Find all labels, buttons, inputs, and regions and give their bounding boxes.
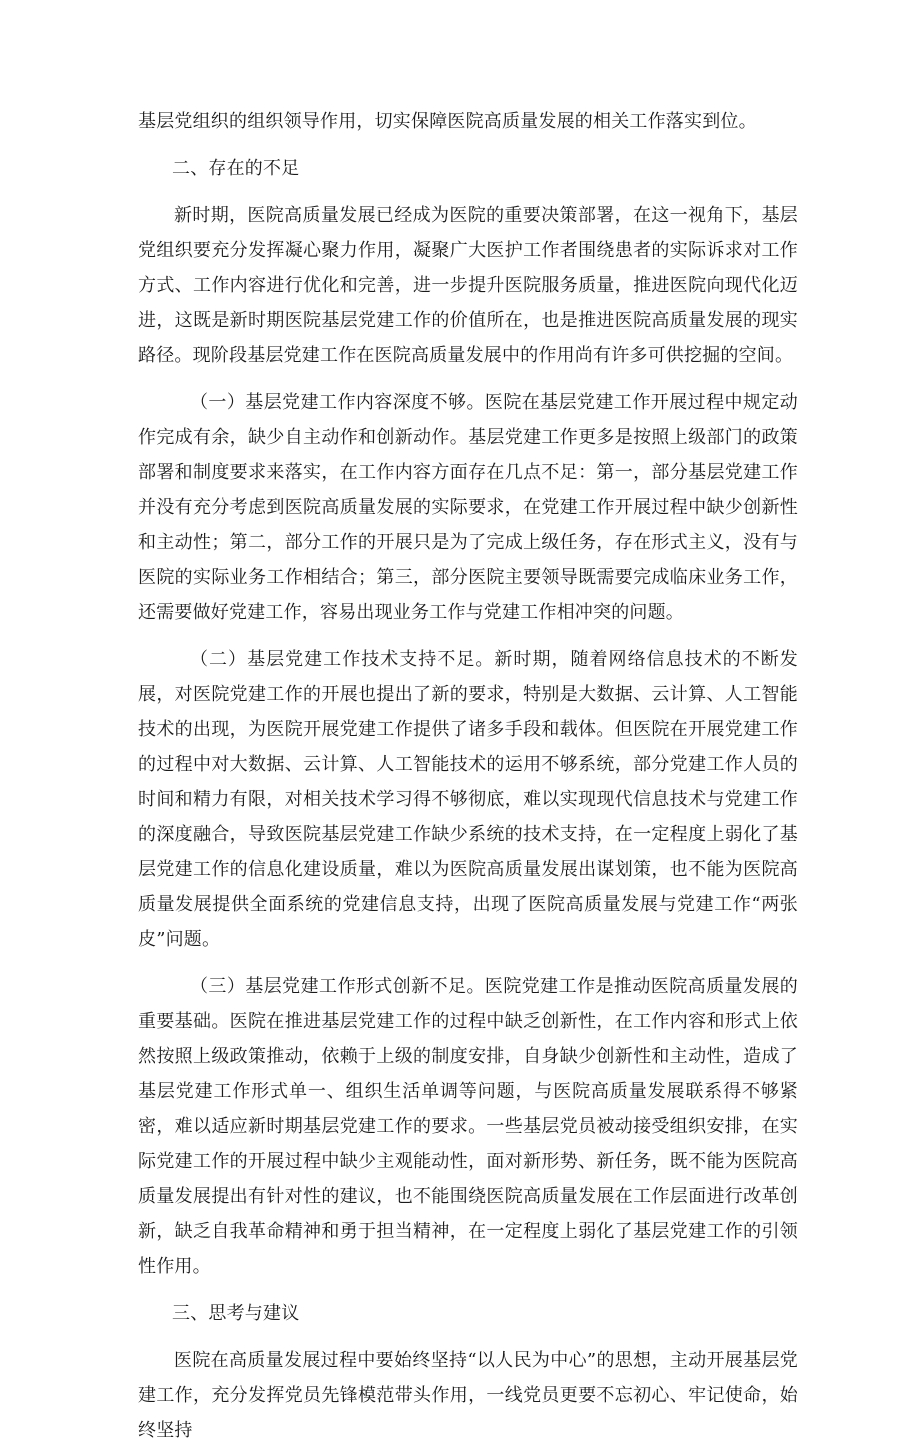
paragraph-new-era: 新时期，医院高质量发展已经成为医院的重要决策部署，在这一视角下，基层党组织要充分发挥凝心聚力作用，凝聚广大医护工作者围绕患者的实际诉求对工作方式、工作内容进行优化和完善，进一步提升医院服务质量，推进医院向现代化迈进，这既是新时期医院基层党建工作的价值所在，也是推进医院高质量发展的现实路径。现阶段基层党建工作在医院高质量发展中的作用尚有许多可供挖掘的空间。 xyxy=(138,205,798,366)
paragraph-continuation: 基层党组织的组织领导作用，切实保障医院高质量发展的相关工作落实到位。 xyxy=(138,111,757,132)
paragraph-form-innovation: （三）基层党建工作形式创新不足。医院党建工作是推动医院高质量发展的重要基础。医院在推进基层党建工作的过程中缺乏创新性，在工作内容和形式上依然按照上级政策推动，依赖于上级的制度安排，自身缺少创新性和主动性，造成了基层党建工作形式单一、组织生活单调等问题，与医院高质量发展联系得不够紧密，难以适应新时期基层党建工作的要求。一些基层党员被动接受组织安排，在实际党建工作的开展过程中缺少主观能动性，面对新形势、新任务，既不能为医院高质量发展提出有针对性的建议，也不能围绕医院高质量发展在工作层面进行改革创新，缺乏自我革命精神和勇于担当精神，在一定程度上弱化了基层党建工作的引领性作用。 xyxy=(138,976,798,1277)
section-heading-shortcomings: 二、存在的不足 xyxy=(172,158,300,179)
paragraph-technical-support: （二）基层党建工作技术支持不足。新时期，随着网络信息技术的不断发展，对医院党建工作的开展也提出了新的要求，特别是大数据、云计算、人工智能技术的出现，为医院开展党建工作提供了诸多手段和载体。但医院在开展党建工作的过程中对大数据、云计算、人工智能技术的运用不够系统，部分党建工作人员的时间和精力有限，对相关技术学习得不够彻底，难以实现现代信息技术与党建工作的深度融合，导致医院基层党建工作缺少系统的技术支持，在一定程度上弱化了基层党建工作的信息化建设质量，难以为医院高质量发展出谋划策，也不能为医院高质量发展提供全面系统的党建信息支持，出现了医院高质量发展与党建工作“两张皮”问题。 xyxy=(138,649,798,950)
section-heading-suggestions: 三、思考与建议 xyxy=(172,1303,300,1324)
paragraph-content-depth: （一）基层党建工作内容深度不够。医院在基层党建工作开展过程中规定动作完成有余，缺少自主动作和创新动作。基层党建工作更多是按照上级部门的政策部署和制度要求来落实，在工作内容方面存在几点不足：第一，部分基层党建工作并没有充分考虑到医院高质量发展的实际要求，在党建工作开展过程中缺少创新性和主动性；第二，部分工作的开展只是为了完成上级任务，存在形式主义，没有与医院的实际业务工作相结合；第三，部分医院主要领导既需要完成临床业务工作，还需要做好党建工作，容易出现业务工作与党建工作相冲突的问题。 xyxy=(138,392,798,623)
document-body xyxy=(138,104,798,1448)
paragraph-people-centered: 医院在高质量发展过程中要始终坚持“以人民为中心”的思想，主动开展基层党建工作，充分发挥党员先锋模范带头作用，一线党员更要不忘初心、牢记使命，始终坚持 xyxy=(138,1350,798,1441)
